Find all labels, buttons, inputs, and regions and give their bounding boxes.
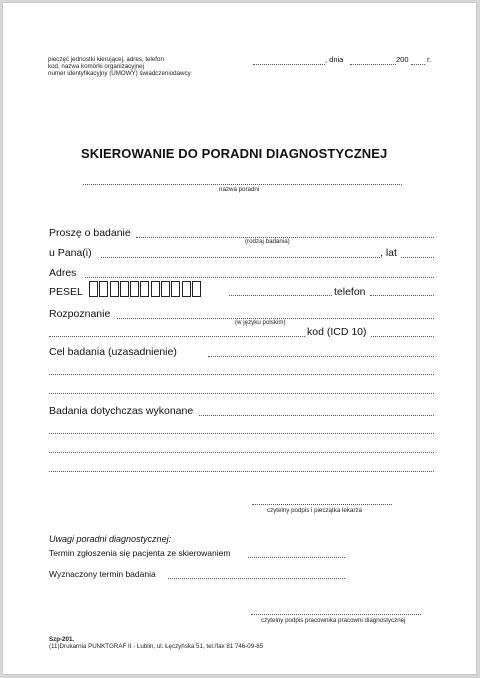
diagnosis-line-2[interactable]: [49, 336, 305, 337]
pesel-digit-box[interactable]: [120, 281, 129, 297]
rozpoznanie-label: Rozpoznanie: [49, 308, 111, 320]
stamp-line-3: numer identyfikacyjny (UMOWY) świadczeniodawcy: [48, 70, 191, 77]
pesel-digit-box[interactable]: [171, 281, 180, 297]
doctor-signature-caption: czytelny podpis i pieczątka lekarza: [267, 507, 362, 514]
purpose-line-1[interactable]: [208, 356, 434, 357]
lab-signature-line[interactable]: [251, 614, 421, 615]
kod-label: kod (ICD 10): [307, 326, 367, 338]
printer-info: (11)Drukarnia PUNKTGRAF II - Lublin, ul. Łęczyńska 51, tel./fax 81 746-09-85: [49, 643, 264, 650]
year-line[interactable]: [411, 64, 425, 65]
pesel-extra-line[interactable]: [229, 295, 332, 296]
pesel-digit-box[interactable]: [151, 281, 160, 297]
pesel-label: PESEL: [49, 286, 83, 298]
dotychczas-label: Badania dotychczas wykonane: [49, 405, 194, 417]
rodzaj-caption: (rodzaj badania): [245, 238, 290, 245]
date-label: , dnia: [325, 55, 344, 64]
date-line[interactable]: [350, 64, 396, 65]
pesel-digit-box[interactable]: [110, 281, 119, 297]
phone-line[interactable]: [370, 295, 434, 296]
page-title: SKIEROWANIE DO PORADNI DIAGNOSTYCZNEJ: [81, 146, 388, 161]
pesel-digit-box[interactable]: [161, 281, 170, 297]
pesel-digit-box[interactable]: [140, 281, 149, 297]
clinic-name-line[interactable]: [83, 184, 402, 185]
stamp-line-2: kod, nazwa komórki organizacyjnej: [48, 63, 144, 70]
prior-exams-line-2[interactable]: [49, 433, 434, 434]
uwagi-heading: Uwagi poradni diagnostycznej:: [49, 534, 172, 544]
pesel-digit-box[interactable]: [182, 281, 191, 297]
cel-label: Cel badania (uzasadnienie): [49, 346, 177, 358]
pesel-digit-box[interactable]: [130, 281, 139, 297]
address-line[interactable]: [85, 277, 434, 278]
termin-label: Termin zgłoszenia się pacjenta ze skierowaniem: [49, 548, 231, 558]
icd-line[interactable]: [371, 336, 434, 337]
doctor-signature-line[interactable]: [252, 504, 392, 505]
stamp-line-1: pieczęć jednostki kierującej, adres, telefon: [48, 56, 164, 63]
prior-exams-line-3[interactable]: [49, 452, 434, 453]
wyznaczony-line[interactable]: [168, 578, 345, 579]
pesel-digit-box[interactable]: [99, 281, 108, 297]
clinic-caption: nazwa poradni: [219, 186, 260, 193]
telefon-label: telefon: [334, 286, 366, 298]
wyznaczony-label: Wyznaczony termin badania: [49, 569, 156, 579]
patient-name-line[interactable]: [101, 257, 380, 258]
u-pana-label: u Pana(i): [49, 247, 92, 259]
termin-line[interactable]: [248, 557, 345, 558]
purpose-line-2[interactable]: [49, 374, 434, 375]
prosze-label: Proszę o badanie: [49, 227, 131, 239]
pesel-digit-box[interactable]: [192, 281, 201, 297]
form-sheet: [3, 3, 476, 674]
prior-exams-line-4[interactable]: [49, 471, 434, 472]
polski-caption: (w języku polskim): [235, 319, 286, 326]
lat-label: , lat: [380, 247, 397, 259]
age-line[interactable]: [401, 257, 434, 258]
form-code: Szp-201.: [49, 636, 75, 643]
purpose-line-3[interactable]: [49, 393, 434, 394]
prior-exams-line-1[interactable]: [199, 415, 434, 416]
pesel-boxes[interactable]: [89, 281, 202, 297]
pesel-digit-box[interactable]: [89, 281, 98, 297]
adres-label: Adres: [49, 267, 77, 279]
year-suffix: r.: [427, 55, 432, 64]
year-label: 200: [396, 55, 409, 64]
place-line[interactable]: [253, 64, 325, 65]
lab-signature-caption: czytelny podpis pracownika pracowni diagnostycznej: [261, 617, 406, 624]
